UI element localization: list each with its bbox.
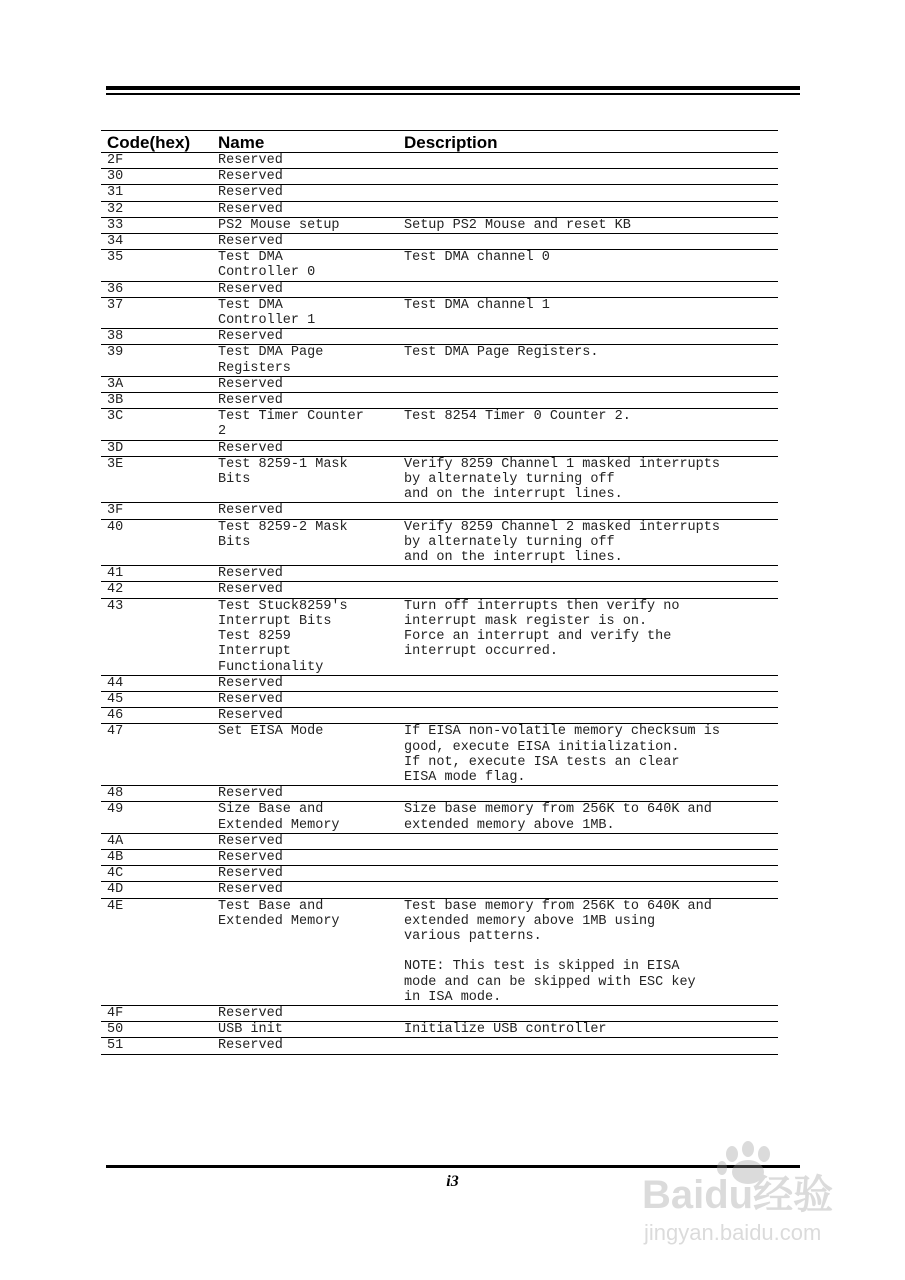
code-cell: 49 xyxy=(101,802,212,833)
table-row xyxy=(101,882,778,898)
table-header-row xyxy=(101,131,778,153)
name-cell: Reserved xyxy=(212,393,398,409)
code-cell: 4B xyxy=(101,849,212,865)
code-cell: 36 xyxy=(101,281,212,297)
description-cell xyxy=(398,329,778,345)
description-cell xyxy=(398,582,778,598)
description-cell xyxy=(398,1005,778,1021)
code-cell: 40 xyxy=(101,519,212,566)
name-cell: PS2 Mouse setup xyxy=(212,217,398,233)
code-cell: 3E xyxy=(101,456,212,503)
code-cell: 35 xyxy=(101,250,212,281)
table-row xyxy=(101,169,778,185)
name-cell: Reserved xyxy=(212,1038,398,1054)
description-cell: Verify 8259 Channel 1 masked interrupts by alternately turning off and on the interrupt lines. xyxy=(398,456,778,503)
table-row xyxy=(101,345,778,376)
name-cell: Reserved xyxy=(212,376,398,392)
table-row xyxy=(101,849,778,865)
table-row xyxy=(101,1038,778,1054)
code-cell: 4E xyxy=(101,898,212,1005)
table-row xyxy=(101,329,778,345)
description-cell xyxy=(398,201,778,217)
name-cell: Test 8259-2 Mask Bits xyxy=(212,519,398,566)
code-cell: 44 xyxy=(101,675,212,691)
description-cell: Test DMA Page Registers. xyxy=(398,345,778,376)
description-cell xyxy=(398,882,778,898)
table-row xyxy=(101,250,778,281)
description-cell: Test DMA channel 1 xyxy=(398,297,778,328)
description-cell: Size base memory from 256K to 640K and extended memory above 1MB. xyxy=(398,802,778,833)
table-row xyxy=(101,201,778,217)
name-cell: Reserved xyxy=(212,440,398,456)
column-header-code: Code(hex) xyxy=(101,131,212,153)
table-row xyxy=(101,409,778,440)
header-rule-thick xyxy=(106,86,800,90)
name-cell: Reserved xyxy=(212,582,398,598)
code-cell: 3A xyxy=(101,376,212,392)
table-row xyxy=(101,786,778,802)
code-cell: 41 xyxy=(101,566,212,582)
name-cell: Set EISA Mode xyxy=(212,724,398,786)
description-cell xyxy=(398,833,778,849)
table-row xyxy=(101,376,778,392)
code-cell: 4D xyxy=(101,882,212,898)
description-cell: Test DMA channel 0 xyxy=(398,250,778,281)
code-cell: 39 xyxy=(101,345,212,376)
post-code-table xyxy=(101,130,778,1055)
code-cell: 2F xyxy=(101,153,212,169)
name-cell: Reserved xyxy=(212,1005,398,1021)
name-cell: Reserved xyxy=(212,691,398,707)
description-cell: Test base memory from 256K to 640K and extended memory above 1MB using various patterns. NOTE: This test is skipped in EISA mode and can be skipped with ESC key in ISA mode. xyxy=(398,898,778,1005)
description-cell: Verify 8259 Channel 2 masked interrupts by alternately turning off and on the interrupt lines. xyxy=(398,519,778,566)
code-cell: 38 xyxy=(101,329,212,345)
table-row xyxy=(101,281,778,297)
name-cell: Reserved xyxy=(212,329,398,345)
code-cell: 3F xyxy=(101,503,212,519)
watermark-brand: Baidu经验 xyxy=(642,1173,834,1217)
name-cell: Test Stuck8259's Interrupt Bits Test 8259 Interrupt Functionality xyxy=(212,598,398,675)
name-cell: Test 8259-1 Mask Bits xyxy=(212,456,398,503)
name-cell: Reserved xyxy=(212,153,398,169)
table-row xyxy=(101,393,778,409)
table-row xyxy=(101,802,778,833)
description-cell xyxy=(398,708,778,724)
description-cell xyxy=(398,691,778,707)
table-row xyxy=(101,1005,778,1021)
name-cell: Reserved xyxy=(212,882,398,898)
baidu-watermark-logo xyxy=(640,1140,870,1250)
column-header-name: Name xyxy=(212,131,398,153)
code-cell: 4A xyxy=(101,833,212,849)
description-cell xyxy=(398,866,778,882)
description-cell xyxy=(398,849,778,865)
table-row xyxy=(101,691,778,707)
description-cell xyxy=(398,234,778,250)
page-number: i3 xyxy=(446,1173,459,1190)
description-cell xyxy=(398,376,778,392)
name-cell: Reserved xyxy=(212,201,398,217)
table-row xyxy=(101,898,778,1005)
description-cell xyxy=(398,185,778,201)
name-cell: Reserved xyxy=(212,786,398,802)
code-cell: 37 xyxy=(101,297,212,328)
table-row xyxy=(101,566,778,582)
description-cell: Setup PS2 Mouse and reset KB xyxy=(398,217,778,233)
table-row xyxy=(101,519,778,566)
table-row xyxy=(101,833,778,849)
watermark-url: jingyan.baidu.com xyxy=(644,1220,822,1245)
description-cell: Turn off interrupts then verify no interrupt mask register is on. Force an interrupt and verify the interrupt occurred. xyxy=(398,598,778,675)
description-cell xyxy=(398,440,778,456)
description-cell xyxy=(398,786,778,802)
name-cell: Reserved xyxy=(212,566,398,582)
code-cell: 33 xyxy=(101,217,212,233)
name-cell: Reserved xyxy=(212,503,398,519)
name-cell: USB init xyxy=(212,1022,398,1038)
description-cell xyxy=(398,1038,778,1054)
description-cell xyxy=(398,503,778,519)
code-cell: 51 xyxy=(101,1038,212,1054)
code-cell: 30 xyxy=(101,169,212,185)
name-cell: Test DMA Controller 0 xyxy=(212,250,398,281)
description-cell xyxy=(398,153,778,169)
table-row xyxy=(101,297,778,328)
name-cell: Test DMA Controller 1 xyxy=(212,297,398,328)
name-cell: Reserved xyxy=(212,833,398,849)
code-cell: 45 xyxy=(101,691,212,707)
table-row xyxy=(101,153,778,169)
code-cell: 4C xyxy=(101,866,212,882)
description-cell xyxy=(398,281,778,297)
name-cell: Reserved xyxy=(212,675,398,691)
name-cell: Reserved xyxy=(212,849,398,865)
name-cell: Reserved xyxy=(212,708,398,724)
description-cell xyxy=(398,566,778,582)
code-cell: 34 xyxy=(101,234,212,250)
table-row xyxy=(101,456,778,503)
table-row xyxy=(101,598,778,675)
code-cell: 43 xyxy=(101,598,212,675)
name-cell: Reserved xyxy=(212,281,398,297)
name-cell: Reserved xyxy=(212,169,398,185)
code-cell: 50 xyxy=(101,1022,212,1038)
table-row xyxy=(101,582,778,598)
name-cell: Test Timer Counter 2 xyxy=(212,409,398,440)
code-cell: 47 xyxy=(101,724,212,786)
table-row xyxy=(101,440,778,456)
table-row xyxy=(101,185,778,201)
name-cell: Size Base and Extended Memory xyxy=(212,802,398,833)
code-cell: 46 xyxy=(101,708,212,724)
name-cell: Reserved xyxy=(212,866,398,882)
table-row xyxy=(101,675,778,691)
code-cell: 32 xyxy=(101,201,212,217)
header-rule-thin xyxy=(106,93,800,95)
table-row xyxy=(101,866,778,882)
code-cell: 42 xyxy=(101,582,212,598)
name-cell: Reserved xyxy=(212,185,398,201)
code-cell: 4F xyxy=(101,1005,212,1021)
code-cell: 3C xyxy=(101,409,212,440)
table-row xyxy=(101,217,778,233)
description-cell: If EISA non-volatile memory checksum is good, execute EISA initialization. If not, execute ISA tests an clear EISA mode flag. xyxy=(398,724,778,786)
name-cell: Test DMA Page Registers xyxy=(212,345,398,376)
description-cell xyxy=(398,393,778,409)
column-header-description: Description xyxy=(398,131,778,153)
description-cell: Initialize USB controller xyxy=(398,1022,778,1038)
code-cell: 3B xyxy=(101,393,212,409)
table-row xyxy=(101,708,778,724)
table-row xyxy=(101,724,778,786)
description-cell xyxy=(398,675,778,691)
name-cell: Reserved xyxy=(212,234,398,250)
code-cell: 31 xyxy=(101,185,212,201)
table-row xyxy=(101,1022,778,1038)
description-cell xyxy=(398,169,778,185)
table-row xyxy=(101,234,778,250)
table-row xyxy=(101,503,778,519)
code-cell: 3D xyxy=(101,440,212,456)
code-cell: 48 xyxy=(101,786,212,802)
name-cell: Test Base and Extended Memory xyxy=(212,898,398,1005)
description-cell: Test 8254 Timer 0 Counter 2. xyxy=(398,409,778,440)
